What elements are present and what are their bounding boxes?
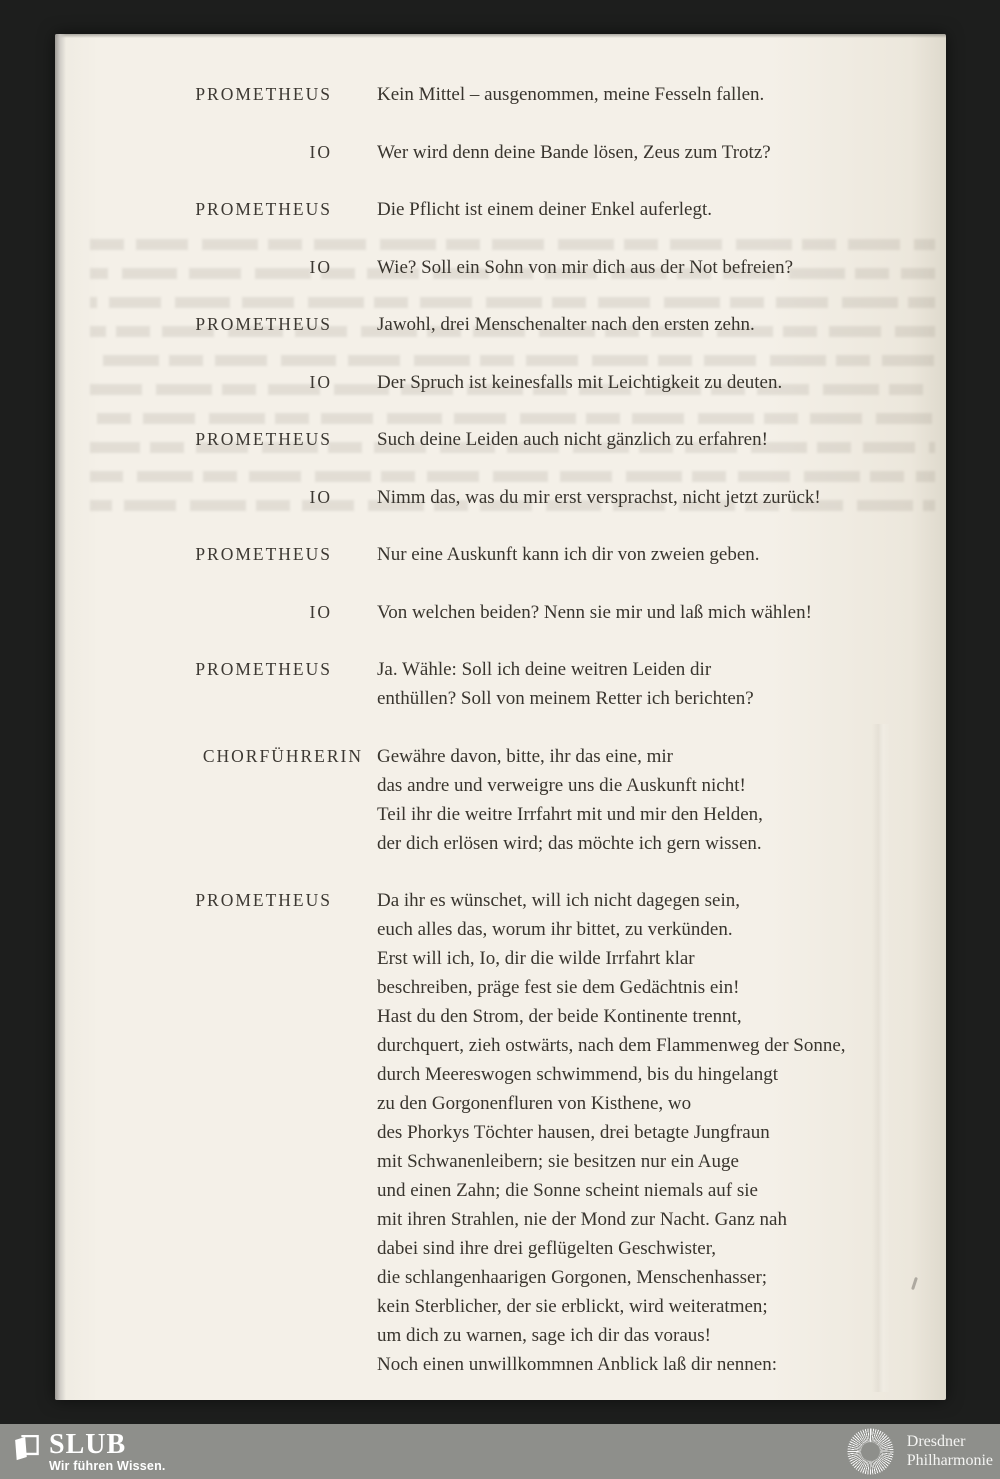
- speech-line: durch Meereswogen schwimmend, bis du hingelangt: [377, 1064, 779, 1085]
- speech-lines: [377, 310, 755, 339]
- dialogue-row: [55, 195, 946, 224]
- speech-line: des Phorkys Töchter hausen, drei betagte Jungfraun: [377, 1122, 770, 1143]
- speaker-label: CHORFÜHRERIN: [202, 745, 363, 766]
- speech-line: Hast du den Strom, der beide Kontinente trennt,: [377, 1006, 742, 1027]
- speech-line: beschreiben, präge fest sie dem Gedächtnis ein!: [377, 977, 740, 998]
- starburst-icon: [847, 1428, 894, 1475]
- speech-line: zu den Gorgonenfluren von Kisthene, wo: [377, 1093, 692, 1114]
- speech-lines: [377, 195, 712, 224]
- speaker-label: PROMETHEUS: [195, 199, 332, 219]
- speaker-label: IO: [309, 601, 332, 622]
- dialogue-row: [55, 310, 946, 339]
- dialogue-row: [55, 80, 946, 109]
- speech-line: Noch einen unwillkommnen Anblick laß dir nennen:: [377, 1354, 777, 1375]
- speech-line: dabei sind ihre drei geflügelten Geschwister,: [377, 1238, 717, 1259]
- speaker-label: PROMETHEUS: [195, 314, 332, 334]
- speech-lines: [377, 540, 760, 569]
- philharmonie-name: [907, 1433, 993, 1470]
- dialogue-row: [55, 425, 946, 454]
- dialogue-row: [55, 368, 946, 397]
- dialogue-row: [55, 655, 946, 713]
- speech-line: um dich zu warnen, sage ich dir das voraus!: [377, 1325, 711, 1346]
- slub-logo: [0, 1428, 166, 1473]
- book-icon: [12, 1433, 40, 1464]
- speech-lines: [377, 655, 754, 713]
- speaker-label: PROMETHEUS: [195, 84, 332, 104]
- dialogue-text: [55, 34, 946, 1400]
- speech-line: Von welchen beiden? Nenn sie mir und laß mich wählen!: [377, 601, 812, 623]
- speaker-label: PROMETHEUS: [195, 890, 332, 910]
- speech-line: euch alles das, worum ihr bittet, zu verkünden.: [377, 919, 733, 940]
- speech-line: enthüllen? Soll von meinem Retter ich berichten?: [377, 688, 754, 709]
- speech-line: durchquert, zieh ostwärts, nach dem Flammenweg der Sonne,: [377, 1035, 846, 1056]
- speech-lines: [377, 138, 771, 167]
- slub-wordmark: SLUB: [49, 1428, 127, 1460]
- philharmonie-name-line1: Dresdner: [906, 1433, 966, 1450]
- speech-line: kein Sterblicher, der sie erblickt, wird weiteratmen;: [377, 1296, 768, 1317]
- speaker-label: PROMETHEUS: [195, 659, 332, 679]
- speech-lines: [377, 742, 763, 858]
- speech-lines: [377, 253, 793, 282]
- speech-line: Such deine Leiden auch nicht gänzlich zu erfahren!: [377, 429, 768, 450]
- speech-lines: [377, 483, 821, 512]
- speech-lines: [377, 425, 768, 454]
- speech-line: Die Pflicht ist einem deiner Enkel auferlegt.: [377, 199, 713, 220]
- dialogue-row: [55, 886, 946, 1379]
- dialogue-row: [55, 253, 946, 282]
- speech-lines: [377, 368, 782, 397]
- speech-line: das andre und verweigre uns die Auskunft nicht!: [377, 774, 746, 796]
- speech-line: mit Schwanenleibern; sie besitzen nur ein Auge: [377, 1151, 739, 1172]
- speaker-label: PROMETHEUS: [195, 544, 332, 564]
- dialogue-row: [55, 598, 946, 627]
- speech-line: der dich erlösen wird; das möchte ich gern wissen.: [377, 832, 762, 854]
- speech-line: und einen Zahn; die Sonne scheint niemals auf sie: [377, 1180, 758, 1201]
- speaker-label: IO: [309, 256, 332, 277]
- book-page: [55, 34, 946, 1400]
- speaker-label: PROMETHEUS: [195, 429, 332, 449]
- speech-line: Der Spruch ist keinesfalls mit Leichtigkeit zu deuten.: [377, 371, 783, 393]
- dialogue-row: [55, 138, 946, 167]
- speech-line: Teil ihr die weitre Irrfahrt mit und mir den Helden,: [377, 803, 763, 825]
- footer-bar: [0, 1424, 1000, 1479]
- speaker-label: IO: [309, 371, 332, 392]
- dialogue-row: [55, 742, 946, 858]
- speech-line: Erst will ich, Io, dir die wilde Irrfahrt klar: [377, 948, 695, 969]
- speaker-label: IO: [309, 486, 332, 507]
- speech-line: die schlangenhaarigen Gorgonen, Menschenhasser;: [377, 1267, 768, 1288]
- philharmonie-logo: [847, 1428, 1000, 1475]
- speech-line: mit ihren Strahlen, nie der Mond zur Nacht. Ganz nah: [377, 1209, 787, 1230]
- philharmonie-name-line2: Philharmonie: [906, 1451, 993, 1469]
- slub-tagline: Wir führen Wissen.: [49, 1458, 166, 1473]
- speech-lines: [377, 80, 764, 109]
- speech-line: Wie? Soll ein Sohn von mir dich aus der Not befreien?: [377, 256, 794, 278]
- speech-line: Nimm das, was du mir erst versprachst, nicht jetzt zurück!: [377, 486, 821, 508]
- speech-line: Kein Mittel – ausgenommen, meine Fesseln fallen.: [377, 84, 765, 105]
- dialogue-row: [55, 540, 946, 569]
- speech-line: Da ihr es wünschet, will ich nicht dagegen sein,: [377, 890, 741, 911]
- speech-line: Nur eine Auskunft kann ich dir von zweien geben.: [377, 544, 760, 565]
- speech-lines: [377, 598, 812, 627]
- slub-text: [49, 1428, 166, 1473]
- speech-line: Ja. Wähle: Soll ich deine weitren Leiden dir: [377, 659, 712, 680]
- speaker-label: IO: [309, 141, 332, 162]
- speech-line: Gewähre davon, bitte, ihr das eine, mir: [377, 745, 673, 767]
- speech-line: Jawohl, drei Menschenalter nach den ersten zehn.: [377, 314, 755, 335]
- speech-line: Wer wird denn deine Bande lösen, Zeus zum Trotz?: [377, 141, 771, 163]
- speech-lines: [377, 886, 846, 1379]
- dialogue-row: [55, 483, 946, 512]
